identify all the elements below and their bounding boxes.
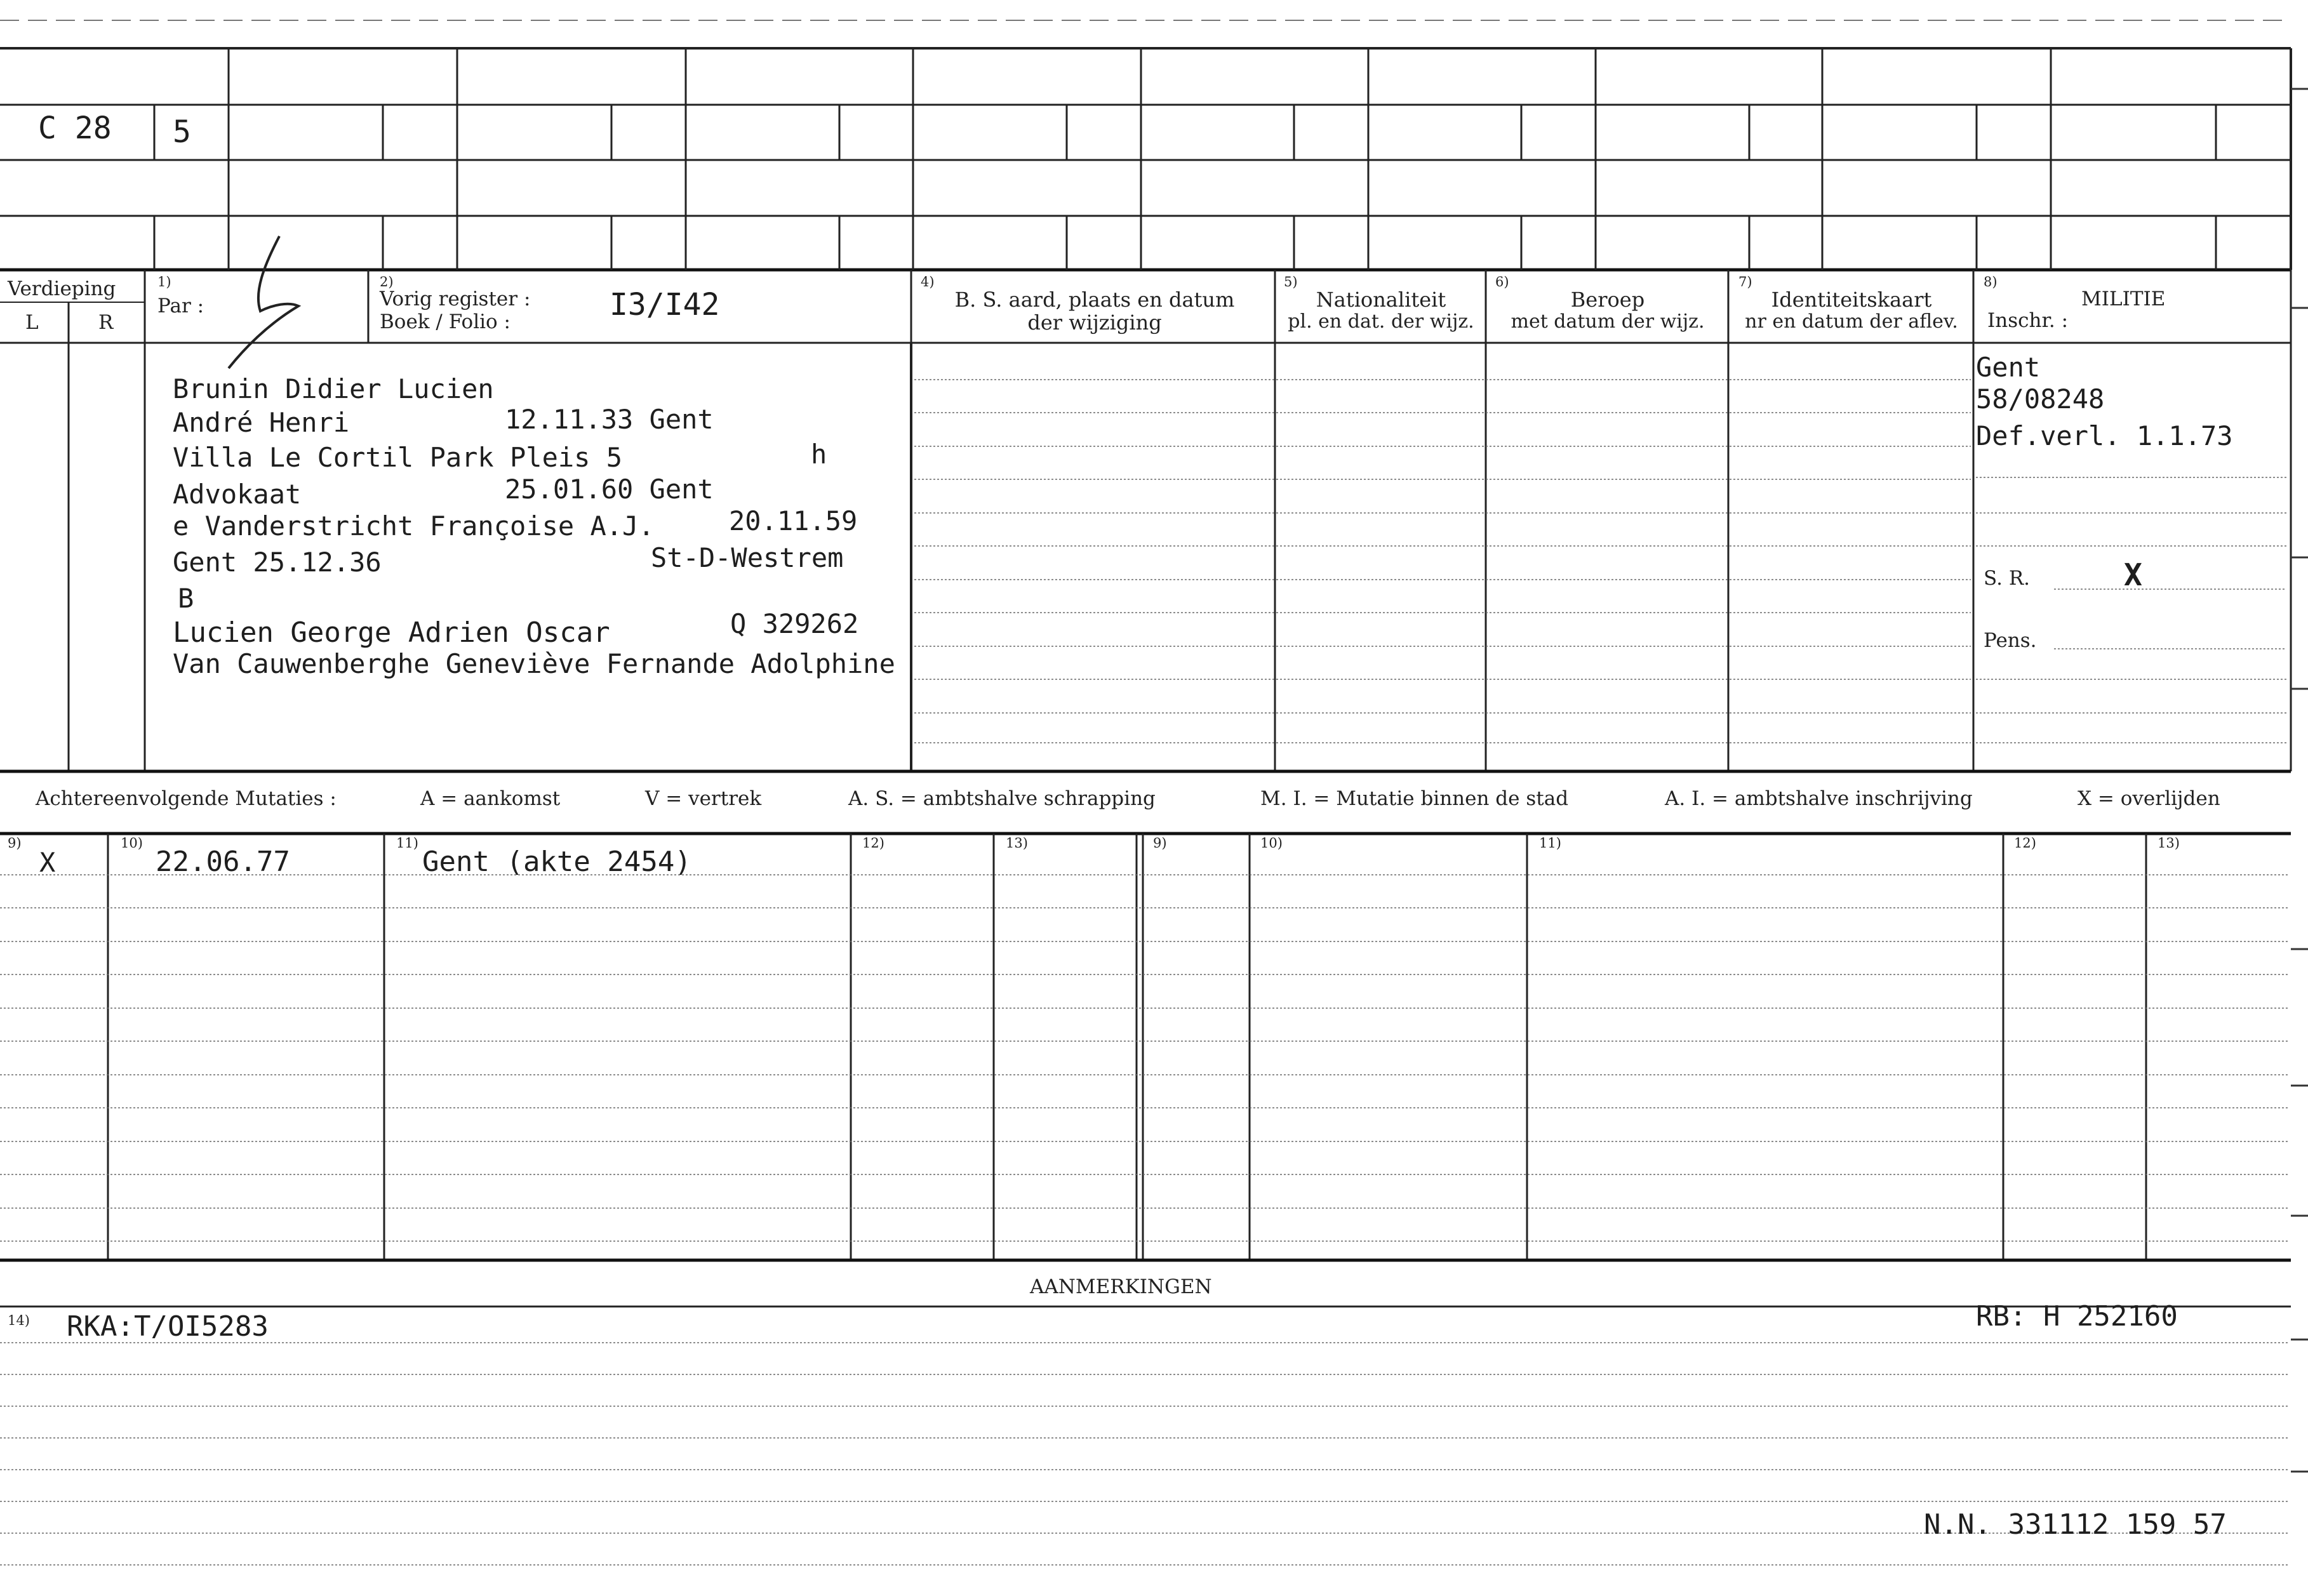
mut-col-12-left: 12) — [862, 835, 884, 851]
mutation-date: 22.06.77 — [156, 846, 290, 878]
person-b: B — [178, 583, 194, 614]
bs-num: 4) — [921, 274, 935, 289]
militie-place: Gent — [1976, 352, 2041, 383]
person-address: Villa Le Cortil Park Pleis 5 — [173, 442, 623, 473]
beroep-label-2: met datum der wijz. — [1511, 310, 1705, 333]
mut-col-9-right: 9) — [1153, 835, 1167, 851]
legend-overlijden: X = overlijden — [2078, 787, 2220, 810]
boek-folio-label: Boek / Folio : — [380, 310, 510, 333]
mut-col-10-right: 10) — [1260, 835, 1283, 851]
aanmerkingen-num: 14) — [8, 1313, 30, 1328]
nat-label-2: pl. en dat. der wijz. — [1288, 310, 1474, 333]
verdieping-r: R — [98, 311, 114, 334]
person-given-names: André Henri — [173, 407, 350, 438]
nn-number: N.N. 331112 159 57 — [1924, 1508, 2227, 1541]
mut-col-13-right: 13) — [2158, 835, 2180, 851]
par-num: 1) — [157, 274, 171, 289]
mutaties-title: Achtereenvolgende Mutaties : — [36, 787, 337, 810]
id-label-1: Identiteitskaart — [1771, 288, 1932, 312]
person-spouse-birth: Gent 25.12.36 — [173, 547, 382, 578]
pens-label: Pens. — [1984, 629, 2037, 652]
mut-col-11-left: 11) — [396, 835, 418, 851]
verdieping-l: L — [25, 311, 39, 334]
mil-num: 8) — [1984, 274, 1998, 289]
inschr-label: Inschr. : — [1987, 309, 2069, 332]
vorig-register-label: Vorig register : — [380, 288, 531, 310]
person-marriage-date: 20.11.59 — [729, 505, 858, 536]
legend-mutatie-stad: M. I. = Mutatie binnen de stad — [1260, 787, 1569, 810]
person-profession-date: 25.01.60 Gent — [505, 474, 714, 505]
mut-col-12-right: 12) — [2014, 835, 2036, 851]
nat-num: 5) — [1284, 274, 1298, 289]
mut-col-13-left: 13) — [1006, 835, 1028, 851]
vorig-num: 2) — [380, 274, 394, 289]
person-birth-date: 12.11.33 Gent — [505, 404, 714, 435]
mutation-type: X — [39, 847, 56, 878]
mutation-place: Gent (akte 2454) — [422, 846, 691, 878]
person-name: Brunin Didier Lucien — [173, 373, 494, 404]
id-num: 7) — [1738, 274, 1752, 289]
verdieping-label: Verdieping — [8, 277, 116, 300]
person-spouse-birthplace: St-D-Westrem — [651, 542, 844, 573]
person-father: Lucien George Adrien Oscar — [173, 616, 610, 649]
mut-col-10-left: 10) — [121, 835, 143, 851]
rb-number: RB: H 252160 — [1976, 1300, 2178, 1333]
legend-vertrek: V = vertrek — [645, 787, 762, 810]
mut-col-11-right: 11) — [1539, 835, 1561, 851]
militie-label: MILITIE — [2081, 288, 2166, 310]
card-subcode: 5 — [173, 114, 191, 150]
person-address-h: h — [811, 439, 827, 470]
sr-label: S. R. — [1984, 567, 2031, 590]
aanmerkingen-title: AANMERKINGEN — [1030, 1275, 1212, 1298]
sr-value: X — [2124, 557, 2142, 593]
nat-label-1: Nationaliteit — [1316, 288, 1446, 312]
bs-label-1: B. S. aard, plaats en datum — [954, 288, 1235, 312]
par-label: Par : — [157, 295, 204, 317]
person-profession: Advokaat — [173, 479, 302, 510]
bs-label-2: der wijziging — [1027, 310, 1162, 335]
vorig-register-value: I3/I42 — [610, 287, 720, 323]
legend-inschrijving: A. I. = ambtshalve inschrijving — [1665, 787, 1973, 810]
mut-col-9-left: 9) — [8, 835, 22, 851]
person-q-number: Q 329262 — [730, 608, 859, 639]
legend-schrapping: A. S. = ambtshalve schrapping — [848, 787, 1156, 810]
id-label-2: nr en datum der aflev. — [1745, 310, 1958, 333]
par-scribble — [229, 236, 298, 368]
card-code: C 28 — [38, 110, 112, 146]
person-mother: Van Cauwenberghe Geneviève Fernande Adolphine — [173, 648, 895, 679]
rka-number: RKA:T/OI5283 — [67, 1310, 269, 1343]
militie-def: Def.verl. 1.1.73 — [1976, 420, 2233, 451]
legend-aankomst: A = aankomst — [420, 787, 561, 810]
person-spouse: e Vanderstricht Françoise A.J. — [173, 510, 655, 542]
beroep-label-1: Beroep — [1570, 288, 1645, 312]
militie-number: 58/08248 — [1976, 383, 2105, 415]
beroep-num: 6) — [1495, 274, 1509, 289]
